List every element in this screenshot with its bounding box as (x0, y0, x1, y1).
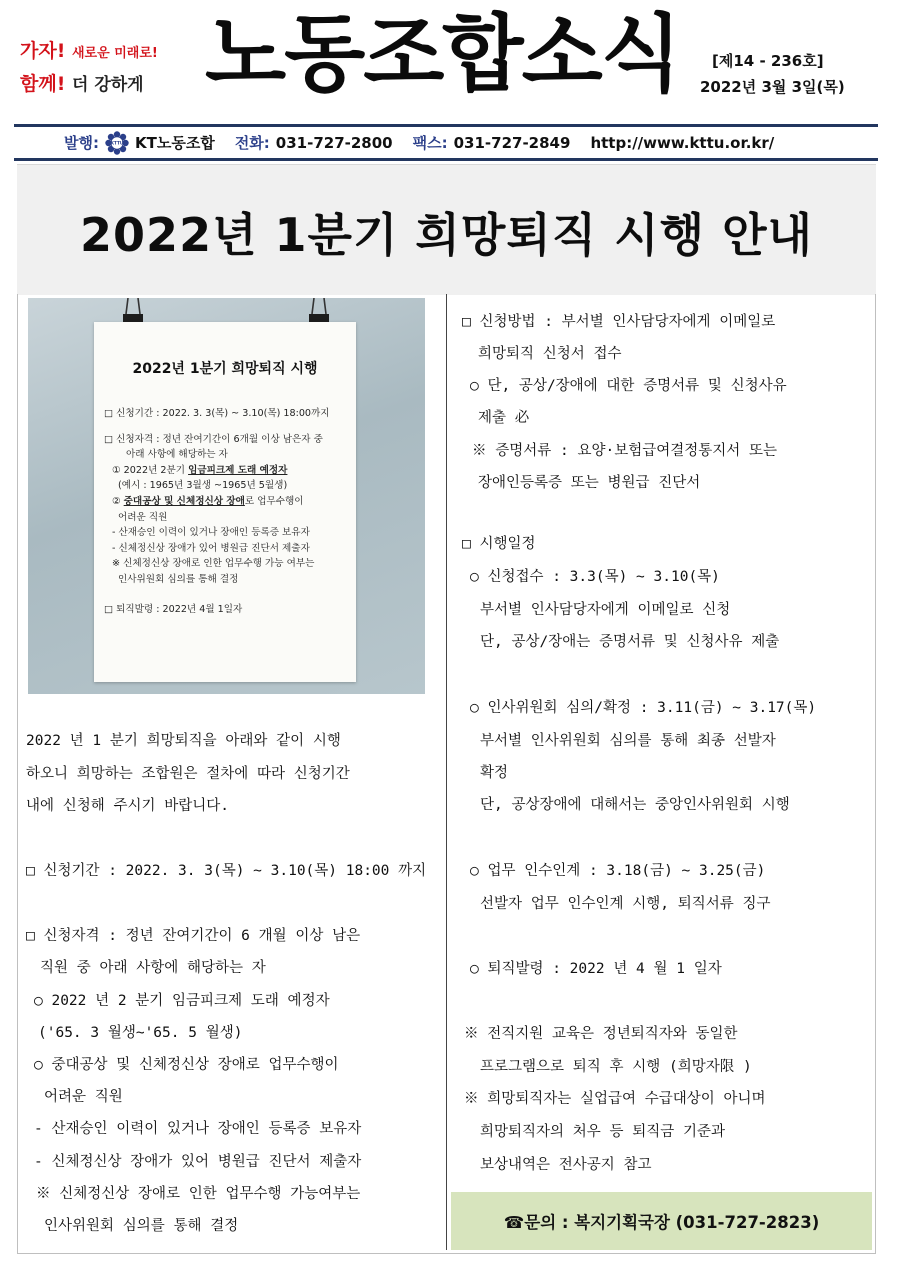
right-line: 보상내역은 전사공지 참고 (480, 1157, 652, 1173)
right-line: ※ 증명서류 : 요양·보험급여결정통지서 또는 (472, 443, 777, 459)
right-line: 확정 (480, 765, 509, 781)
right-line: 부서별 인사담당자에게 이메일로 신청 (480, 602, 731, 618)
left-line: 직원 중 아래 사항에 해당하는 자 (40, 960, 266, 976)
poster-text (104, 406, 330, 617)
phone-number: 031-727-2800 (275, 133, 393, 152)
masthead: 노동조합소식 (205, 5, 680, 103)
publisher-label: 발행: (64, 134, 99, 152)
poster-line: □ 퇴직발령 : 2022년 4월 1일자 (104, 603, 243, 615)
inquiry-box: ☎문의 : 복지기획국장 (031-727-2823) (451, 1192, 872, 1250)
right-line: 프로그램으로 퇴직 후 시행 (희망자限 ) (480, 1059, 752, 1075)
left-line: 하오니 희망하는 조합원은 절차에 따라 신청기간 (26, 766, 350, 782)
right-line: □ 시행일정 (462, 536, 536, 552)
right-line: 부서별 인사위원회 심의를 통해 최종 선발자 (480, 733, 776, 749)
right-line: ○ 신청접수 : 3.3(목) ~ 3.10(목) (470, 569, 720, 585)
poster-line-underlined: 중대공상 및 신체정신상 장애 (123, 495, 245, 507)
issue-date: 2022년 3월 3일(목) (700, 78, 845, 96)
right-line: ○ 인사위원회 심의/확정 : 3.11(금) ~ 3.17(목) (470, 700, 817, 716)
right-line: 제출 必 (478, 410, 530, 426)
fax-number: 031-727-2849 (453, 133, 571, 152)
left-line: ○ 중대공상 및 신체정신상 장애로 업무수행이 (34, 1057, 339, 1073)
right-line: □ 신청방법 : 부서별 인사담당자에게 이메일로 (462, 314, 776, 330)
poster-line: ※ 신체정신상 장애로 인한 업무수행 가능 여부는 (112, 558, 315, 570)
left-line: 2022 년 1 분기 희망퇴직을 아래와 같이 시행 (26, 733, 341, 749)
left-line: - 신체정신상 장애가 있어 병원급 진단서 제출자 (34, 1154, 362, 1170)
poster-line: ② (112, 495, 124, 507)
right-line: ○ 업무 인수인계 : 3.18(금) ~ 3.25(금) (470, 863, 766, 879)
left-line: □ 신청자격 : 정년 잔여기간이 6 개월 이상 남은 (26, 928, 361, 944)
poster-line: - 산재승인 이력이 있거나 장애인 등록증 보유자 (112, 527, 310, 539)
poster-sheet (94, 322, 356, 682)
issue-info (700, 48, 845, 100)
poster-line: 로 업무수행이 (244, 495, 304, 507)
column-divider (446, 294, 447, 1250)
kttu-logo-icon (105, 131, 129, 155)
left-line: ○ 2022 년 2 분기 임금피크제 도래 예정자 (34, 993, 330, 1009)
slogan-future: 새로운 미래로! (72, 46, 158, 61)
poster-title: 2022년 1분기 희망퇴직 시행 (132, 361, 318, 377)
left-line: □ 신청기간 : 2022. 3. 3(목) ~ 3.10(목) 18:00 까지 (26, 863, 427, 879)
notice-poster-image (28, 298, 425, 694)
poster-line: 어려운 직원 (118, 511, 168, 523)
publisher-bar (14, 127, 878, 158)
header-rule-bottom (14, 158, 878, 161)
right-line: ○ 단, 공상/장애에 대한 증명서류 및 신청사유 (470, 378, 787, 394)
slogan-together: 함께! (20, 73, 66, 95)
right-line: 단, 공상장애에 대해서는 중앙인사위원회 시행 (480, 797, 790, 813)
title-box (17, 164, 876, 295)
left-line: 인사위원회 심의를 통해 결정 (44, 1218, 239, 1234)
left-line: - 산재승인 이력이 있거나 장애인 등록증 보유자 (34, 1121, 362, 1137)
poster-line: ① 2022년 2분기 (112, 464, 189, 476)
left-line: ※ 신체정신상 장애로 인한 업무수행 가능여부는 (36, 1186, 361, 1202)
page-title: 2022년 1분기 희망퇴직 시행 안내 (80, 208, 813, 262)
logo-text: KTTU (110, 140, 124, 146)
right-line: 단, 공상/장애는 증명서류 및 신청사유 제출 (480, 634, 780, 650)
phone-label: 전화: (234, 134, 270, 152)
right-line: ※ 희망퇴직자는 실업급여 수급대상이 아니며 (464, 1091, 766, 1107)
poster-line: 아래 사항에 해당하는 자 (126, 449, 228, 461)
left-line: 어려운 직원 (44, 1089, 123, 1105)
slogan (20, 36, 200, 100)
right-line: 희망퇴직자의 처우 등 퇴직금 기준과 (480, 1124, 726, 1140)
right-line: ○ 퇴직발령 : 2022 년 4 월 1 일자 (470, 961, 722, 977)
left-line: 내에 신청해 주시기 바랍니다. (26, 798, 230, 814)
poster-line: - 신체정신상 장애가 있어 병원급 진단서 제출자 (112, 542, 310, 554)
publisher-name: KT노동조합 (134, 134, 215, 152)
slogan-go: 가자! (20, 40, 66, 62)
poster-line-underlined: 임금피크제 도래 예정자 (188, 464, 288, 476)
poster-line: (예시 : 1965년 3월생 ~1965년 5월생) (118, 480, 288, 492)
poster-line: □ 신청자격 : 정년 잔여기간이 6개월 이상 남은자 중 (104, 433, 323, 445)
right-line: ※ 전직지원 교육은 정년퇴직자와 동일한 (464, 1026, 738, 1042)
right-line: 희망퇴직 신청서 접수 (478, 346, 622, 362)
left-line: ('65. 3 월생~'65. 5 월생) (38, 1025, 243, 1041)
poster-line: 인사위원회 심의를 통해 결정 (118, 573, 239, 585)
issue-number: [제14 - 236호] (712, 52, 824, 70)
right-line: 선발자 업무 인수인계 시행, 퇴직서류 징구 (480, 896, 771, 912)
fax-label: 팩스: (412, 134, 448, 152)
poster-line: □ 신청기간 : 2022. 3. 3(목) ~ 3.10(목) 18:00까지 (104, 408, 330, 419)
website-link[interactable]: http://www.kttu.or.kr/ (590, 133, 775, 152)
right-line: 장애인등록증 또는 병원급 진단서 (478, 475, 701, 491)
slogan-stronger: 더 강하게 (72, 75, 144, 95)
